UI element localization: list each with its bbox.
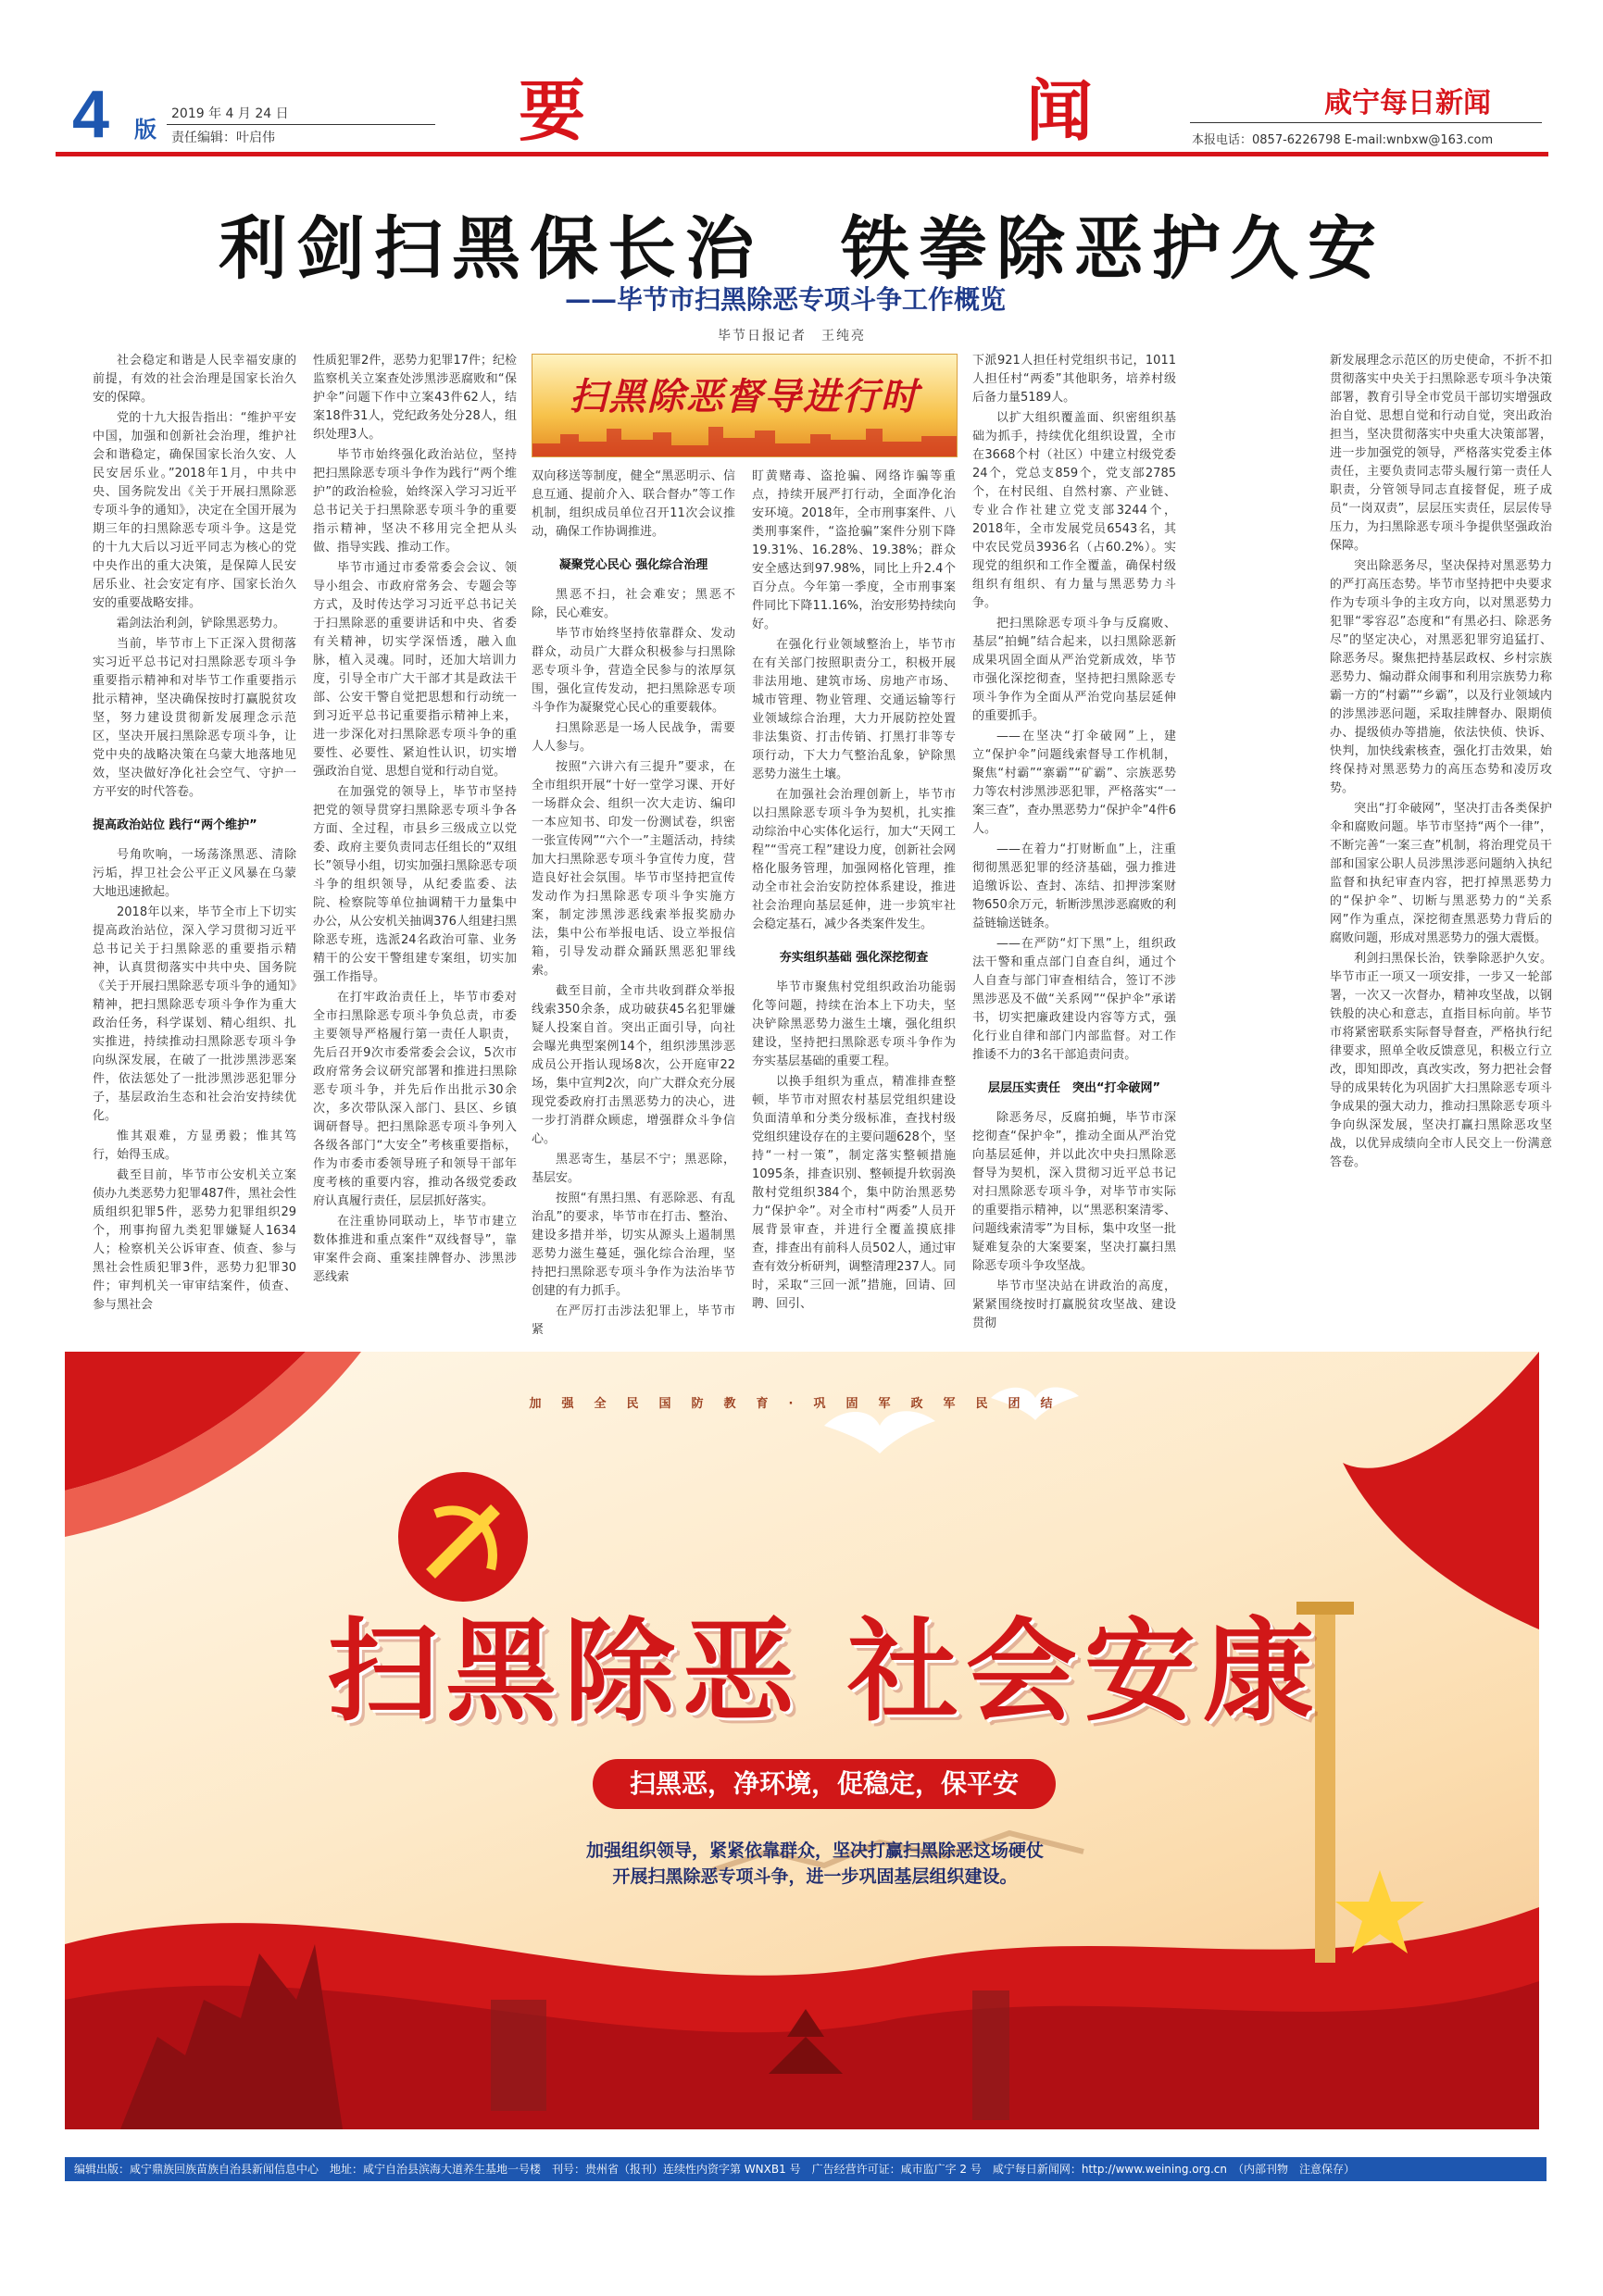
article-column-6: [1330, 352, 1552, 1174]
paragraph: 霜剑法治利剑，铲除黑恶势力。: [117, 617, 286, 630]
page-unit: 版: [134, 117, 157, 143]
supervision-banner-title: 扫黑除恶督导进行时: [570, 376, 920, 418]
paragraph: 新发展理念示范区的历史使命，不折不扣贯彻落实中央关于扫黑除恶专项斗争决策部署，教育引导全市党员干部切实增强政治自觉、思想自觉和行动自觉，突出政治担当，坚决贯彻落实中央重大决策部署，进一步加强党的领导，严格落实党委主体责任，主要负责同志带头履行第一责任人职责，分管领导同志直接督促，班子成员“一岗双责”，层层压实责任，层层传导压力，为扫黑除恶专项斗争提供坚强政治保障。: [1330, 354, 1552, 553]
paragraph: 按照“六讲六有三提升”要求，在全市组织开展“十好一堂学习课、开好一场群众会、组织一次大走访、编印一本应知书、印发一份测试卷，织密一张宣传网”“六个一”主题活动，持续加大扫黑除恶专项斗争宣传力度，营造良好社会氛围。毕节市坚持把宣传发动作为扫黑除恶专项斗争实施方案，制定涉黑涉恶线索举报奖励办法，集中公布举报电话、设立举报信箱，引导发动群众踊跃黑恶犯罪线索。: [532, 760, 735, 978]
subheadline: ——毕节市扫黑除恶专项斗争工作概览: [565, 284, 1007, 315]
section-char-2: 闻: [1025, 71, 1093, 150]
paragraph: 毕节市聚焦村党组织政治功能弱化等问题，持续在治本上下功夫，坚决铲除黑恶势力滋生土壤，强化组织建设，坚持把扫黑除恶专项斗争作为夯实基层基础的重要工程。: [752, 980, 956, 1068]
paragraph: 把扫黑除恶专项斗争与反腐败、基层“拍蝇”结合起来，以扫黑除恶新成果巩固全面从严治党新成效，毕节市强化深挖彻查，坚持把扫黑除恶专项斗争作为全面从严治党向基层延伸的重要抓手。: [972, 617, 1176, 723]
poster-top-slogan: 加强全民国防教育·巩固军政军民团结: [529, 1397, 1073, 1411]
paragraph: ——在坚决“打伞破网”上，建立“保护伞”问题线索督导工作机制，聚焦“村霸”“寨霸”“矿霸”、宗族恶势力等农村涉黑涉恶犯罪，严格落实“一案三查”，查办黑恶势力“保护伞”4件6人。: [972, 730, 1176, 836]
article-column-2: [313, 352, 517, 1289]
paragraph: 突出除恶务尽，坚决保持对黑恶势力的严打高压态势。毕节市坚持把中央要求作为专项斗争的主攻方向，以对黑恶势力犯罪“零容忍”态度和“有黑必扫、除恶务尽”的坚定决心，对黑恶犯罪穷追猛打、除恶务尽。聚焦把持基层政权、乡村宗族恶势力、煽动群众闹事和利用宗族势力称霸一方的“村霸”“乡霸”，以及行业领域内的涉黑涉恶问题，采取挂牌督办、限期侦办、提级侦办等措施，依法快侦、快诉、快判，加快线索核查，强化打击效果，始终保持对黑恶势力的高压态势和凌厉攻势。: [1330, 559, 1552, 795]
paragraph: 毕节市通过市委常委会会议、领导小组会、市政府常务会、专题会等方式，及时传达学习习近平总书记关于扫黑除恶的重要讲话和中央、省委有关精神，切实学深悟透，融入血脉，植入灵魂。同时，还加大培训力度，引导全市广大干部才其是政法干部、公安干警自觉把思想和行动统一到习近平总书记重要指示精神上来，进一步深化对扫黑除恶专项斗争的重要性、必要性、紧迫性认识，切实增强政治自觉、思想自觉和行动自觉。: [313, 561, 517, 779]
paragraph: 扫黑除恶是一场人民战争，需要人人参与。: [532, 721, 735, 754]
poster-slogan-line-2: 开展扫黑除恶专项斗争，进一步巩固基层组织建设。: [612, 1866, 1018, 1887]
masthead-rule-right: [1190, 122, 1542, 123]
paragraph: 利剑扫黑保长治，铁拳除恶护久安。毕节市正一项又一项安排，一步又一轮部署，一次又一次督办，精神攻坚战，以钢铁般的决心和意志，直指目标向前。毕节市将紧密联系实际督导督查，严格执行纪律要求，照单全收反馈意见，积极立行立改，即知即改，真改实改，努力把社会督导的成果转化为巩固扩大扫黑除恶专项斗争成果的强大动力，推动扫黑除恶专项斗争向纵深发展，坚决打赢扫黑除恶攻坚战，以优异成绩向全市人民交上一份满意答卷。: [1330, 952, 1552, 1169]
paragraph: 性质犯罪2件，恶势力犯罪17件；纪检监察机关立案查处涉黑涉恶腐败和“保护伞”问题下作中立案43件62人，结案18件31人，党纪政务处分28人，组织处理3人。: [313, 354, 517, 442]
paragraph: 在注重协同联动上，毕节市建立数体推进和重点案件“双线督导”，靠审案件会商、重案挂牌督办、涉黑涉恶线索: [313, 1215, 517, 1284]
headline: 利剑扫黑保长治 铁拳除恶护久安: [219, 209, 1385, 289]
section-subheading: 夯实组织基础 强化深挖彻查: [779, 951, 929, 965]
paragraph: 按照“有黑扫黑、有恶除恶、有乱治乱”的要求，毕节市在打击、整治、建设多措并举，切实从源头上遏制黑恶势力滋生蔓延，强化综合治理，坚持把扫黑除恶专项斗争作为法治毕节创建的有力抓手。: [532, 1192, 735, 1298]
paragraph: 在加强社会治理创新上，毕节市以扫黑除恶专项斗争为契机，扎实推动综治中心实体化运行，加大“天网工程”“雪亮工程”建设力度，创新社会网格化服务管理，加强网格化管理，推动全市社会治安防控体系建设，推进社会治理向基层延伸，进一步筑牢社会稳定基石，减少各类案件发生。: [752, 788, 956, 931]
paragraph: 盯黄赌毒、盗抢骗、网络诈骗等重点，持续开展严打行动，全面净化治安环境。2018年，全市刑事案件、八类刑事案件，“盗抢骗”案件分别下降19.31%、16.28%、19.38%；群众安全感达到97.98%，同比上升2.4个百分点。今年第一季度，全市刑事案件同比下降11.16%，治安形势持续向好。: [752, 469, 956, 631]
paragraph: 黑恶寄生，基层不宁；黑恶除，基层安。: [532, 1153, 735, 1185]
paragraph: 在加强党的领导上，毕节市坚持把党的领导贯穿扫黑除恶专项斗争各方面、全过程，市县乡三级成立以党委、政府主要负责同志任组长的“双组长”领导小组，切实加强扫黑除恶专项斗争的组织领导，从纪委监委、法院、检察院等单位抽调精干力量集中办公，从公安机关抽调376人组建扫黑除恶专班，选派24名政治可靠、业务精干的公安干警组建专案组，切实加强工作指导。: [313, 785, 517, 984]
paragraph: 号角吹响，一场荡涤黑恶、清除污垢，捍卫社会公平正义风暴在乌蒙大地迅速掀起。: [93, 848, 296, 899]
contact-info: 本报电话：0857-6226798 E-mail:wnbxw@163.com: [1192, 133, 1494, 147]
paragraph: 在打牢政治责任上，毕节市委对全市扫黑除恶专项斗争负总责，市委主要领导严格履行第一责任人职责，先后召开9次市委常委会会议，5次市政府常务会议研究部署和推进扫黑除恶专项斗争，并先后作出批示30余次，多次带队深入部门、县区、乡镇调研督导。把扫黑除恶专项斗争列入各级各部门“大安全”考核重要指标，作为市委市委领导班子和领导干部年度考核的重要内容，推动各级党委政府认真履行责任，层层抓好落实。: [313, 991, 517, 1208]
section-char-1: 要: [519, 71, 586, 150]
section-subheading: 提高政治站位 践行“两个维护”: [93, 818, 257, 832]
paragraph: 双向移送等制度，健全“黑恶明示、信息互通、提前介入、联合督办”等工作机制，组织成员单位召开11次会议推动，确保工作协调推进。: [532, 469, 735, 539]
newspaper-name: 咸宁每日新闻: [1324, 87, 1491, 119]
paragraph: 2018年以来，毕节全市上下切实提高政治站位，深入学习贯彻习近平总书记关于扫黑除恶的重要指示精神，认真贯彻落实中共中央、国务院《关于开展扫黑除恶专项斗争的通知》精神，把扫黑除恶专项斗争作为重大政治任务，科学谋划、精心组织、扎实推进，持续推动扫黑除恶专项斗争向纵深发展，在破了一批涉黑涉恶案件，依法惩处了一批涉黑涉恶犯罪分子，基层政治生态和社会治安持续优化。: [93, 905, 296, 1123]
supervision-banner: [532, 354, 958, 457]
paragraph: 除恶务尽，反腐拍蝇，毕节市深挖彻查“保护伞”，推动全面从严治党向基层延伸，并以此次中央扫黑除恶督导为契机，深入贯彻习近平总书记对扫黑除恶专项斗争，对毕节市实际的重要指示精神，以“黑恶积案清零、问题线索清零”为目标，集中攻坚一批疑难复杂的大案要案，坚决打赢扫黑除恶专项斗争攻坚战。: [972, 1111, 1176, 1273]
paragraph: 在强化行业领域整治上，毕节市在有关部门按照职责分工，积极开展非法用地、建筑市场、房地产市场、城市管理、物业管理、交通运输等行业领域综合治理，大力开展防控处置非法集资、打击传销、打黑打非等专项行动，下大力气整治乱象，铲除黑恶势力滋生土壤。: [752, 638, 956, 781]
paragraph: ——在严防“灯下黑”上，组织政法干警和重点部门自查自纠，通过个人自查与部门审查相结合，签订不涉黑涉恶及不做“关系网”“保护伞”承诺书，切实把廉政建设内容等方式，强化行业自律和部门内部监督。对工作推诿不力的3名干部追责问责。: [972, 937, 1176, 1062]
paragraph: ——在着力“打财断血”上，注重彻彻黑恶犯罪的经济基础，强力推进追缴诉讼、查封、冻结、扣押涉案财物650余万元，斩断涉黑涉恶腐败的利益链输送链条。: [972, 842, 1176, 930]
page-number: 4: [72, 78, 110, 152]
paragraph: 在严厉打击涉法犯罪上，毕节市紧: [532, 1304, 735, 1337]
article-column-4: [752, 468, 956, 1316]
article-column-5: [972, 352, 1176, 1335]
paragraph: 以换手组织为重点，精准排查整顿，毕节市对照农村基层党组织建设负面清单和分类分级标准，查找村级党组织建设存在的主要问题628个，坚持“一村一策”，制定落实整顿措施1095条，排查识别、整顿提升软弱涣散村党组织384个，集中防治黑恶势力“保护伞”。对全市村“两委”人员开展背景审查，并进行全覆盖摸底排查，排查出有前科人员502人，通过审查有效分析研判，调整清理237人。同时，采取“三回一派”措施，回请、回聘、回引、: [752, 1075, 956, 1311]
paragraph: 毕节市坚决站在讲政治的高度，紧紧围绕按时打赢脱贫攻坚战、建设贯彻: [972, 1279, 1176, 1330]
skyline-graphic: [532, 423, 957, 456]
footer-bar: 编辑出版：咸宁鼎族回族苗族自治县新闻信息中心 地址：咸宁自治县滨海大道养生基地一号楼 刊号：贵州省（报刊）连续性内资字第 WNXB1 号 广告经营许可证：咸市监广字 2 号 咸宁每日新闻网：http://www.weining.org.cn （内部刊物 注意保存）: [65, 2157, 1547, 2181]
paragraph: 突出“打伞破网”，坚决打击各类保护伞和腐败问题。毕节市坚持“两个一律”，不断完善“一案三查”机制，将治理党员干部和国家公职人员涉黑涉恶问题纳入执纪监督和执纪审查内容，把打掉黑恶势力的“保护伞”、切断与黑恶势力的“关系网”作为重点，深挖彻查黑恶势力背后的腐败问题，形成对黑恶势力的强大震慑。: [1330, 802, 1552, 945]
paragraph: 毕节市始终坚持依靠群众、发动群众，动员广大群众积极参与扫黑除恶专项斗争，营造全民参与的浓厚氛围，强化宣传发动，把扫黑除恶专项斗争作为凝聚党心民心的重要载体。: [532, 627, 735, 715]
responsible-editor: 责任编辑：叶启伟: [171, 131, 275, 145]
paragraph: 以扩大组织覆盖面、织密组织基础为抓手，持续优化组织设置，全市在3668个村（社区）中建立村级党委24个，党总支859个，党支部2785个，在村民组、自然村寨、产业链、专业合作社建立党支部3244个，2018年，全市发展党员6543名，其中农民党员3936名（占60.2%）。实现党的组织和工作全覆盖，确保村级组织有组织、有力量与黑恶势力斗争。: [972, 411, 1176, 610]
poster-main-title: 扫黑除恶 社会安康: [327, 1608, 1321, 1737]
byline: 毕节日报记者 王纯亮: [718, 329, 866, 343]
paragraph: 黑恶不扫，社会难安；黑恶不除，民心难安。: [532, 588, 735, 620]
section-subheading: 层层压实责任 突出“打伞破网”: [987, 1081, 1161, 1095]
section-subheading: 凝聚党心民心 强化综合治理: [558, 558, 708, 572]
masthead-red-bar: [56, 152, 1548, 156]
article-column-1: [93, 352, 296, 1316]
masthead-rule-left: [167, 124, 435, 125]
paragraph: 截至目前，全市共收到群众举报线索350余条，成功破获45名犯罪嫌疑人投案自首。突出正面引导，向社会曝光典型案例14个，组织涉黑涉恶成员公开指认现场8次，公开庭审22场，集中宣判2次，向广大群众充分展现党委政府打击黑恶势力的决心，进一步打消群众顾虑，增强群众斗争信心。: [532, 984, 735, 1146]
poster-slogan-line-1: 加强组织领导，紧紧依靠群众，坚决打赢扫黑除恶这场硬仗: [585, 1841, 1044, 1861]
paragraph: 截至目前，毕节市公安机关立案侦办九类恶势力犯罪487件，黑社会性质组织犯罪5件，恶势力犯罪组织29个，刑事拘留九类犯罪嫌疑人1634人；检察机关公诉审查、侦查、参与黑社会性质犯罪3件，恶势力犯罪30件；审判机关一审审结案件，侦查、参与黑社会: [93, 1168, 296, 1312]
paragraph: 党的十九大报告指出：“维护平安中国，加强和创新社会治理，维护社会和谐稳定，确保国家长治久安、人民安居乐业。”2018年1月，中共中央、国务院发出《关于开展扫黑除恶专项斗争的通知》，决定在全国开展为期三年的扫黑除恶专项斗争。这是党的十九大后以习近平同志为核心的党中央作出的重大决策，是保障人民安居乐业、社会安定有序、国家长治久安的重要战略安排。: [93, 411, 296, 610]
issue-date: 2019 年 4 月 24 日: [171, 106, 289, 121]
section-title: [519, 57, 1093, 154]
poster-slogan-lines: [463, 1838, 1167, 1890]
article-column-3: [532, 468, 735, 1341]
paragraph: 惟其艰难，方显勇毅；惟其笃行，始得玉成。: [93, 1129, 296, 1162]
paragraph: 毕节市始终强化政治站位，坚持把扫黑除恶专项斗争作为践行“两个维护”的政治检验，始终深入学习习近平总书记关于扫黑除恶专项斗争的重要指示精神，坚决不移用完全把从头做、指导实践、推动工作。: [313, 448, 517, 555]
paragraph: 社会稳定和谐是人民幸福安康的前提，有效的社会治理是国家长治久安的保障。: [93, 354, 296, 405]
paragraph: 下派921人担任村党组织书记，1011人担任村“两委”其他职务，培养村级后备力量5189人。: [972, 354, 1176, 405]
paragraph: 当前，毕节市上下正深入贯彻落实习近平总书记对扫黑除恶专项斗争重要指示精神和对毕节工作重要指示批示精神，坚决确保按时打赢脱贫攻坚，努力建设贯彻新发展理念示范区，坚决开展扫黑除恶专项斗争，让党中央的战略决策在乌蒙大地落地见效，坚决做好净化社会空气、守护一方平安的时代答卷。: [93, 637, 296, 799]
poster-slogan-pill: 扫黑恶，净环境，促稳定，保平安: [593, 1759, 1056, 1809]
